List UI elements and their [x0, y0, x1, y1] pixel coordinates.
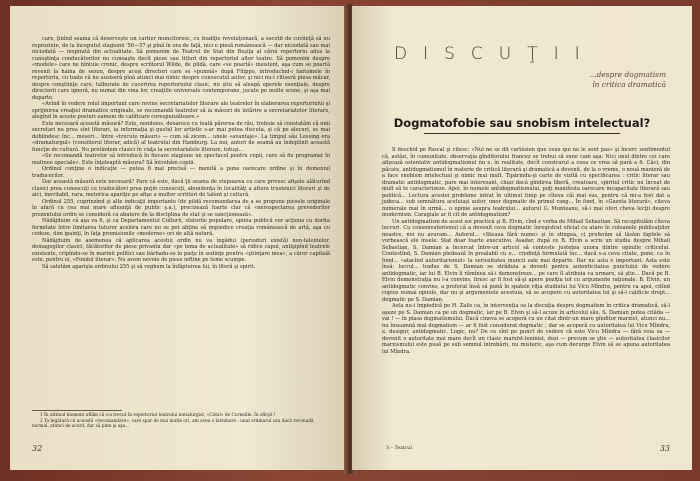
- footnote-rule: [32, 410, 122, 411]
- section-subtitle: [590, 70, 666, 90]
- footnotes: [32, 413, 330, 430]
- paragraph: Nădăjduim că aşa va fi, şi ca Departamentul Culturii, sfaturile populare, opinia publică vor acţiona cu dorita fermitate între limitarea tuturor acelora care nu se pot abţine să impiedice creaţia românească de artă, aşa cu cedeze, dim ipainţi, în faţa promisiunile «moderne» ori de altă natură.: [32, 218, 330, 237]
- subtitle-line: ...despre dogmatism: [589, 70, 666, 79]
- footnote: 2 Ta legătură cu această «recomandare», care spar de mai multe ori, am avea o întrebare : unul ordinarul sau dacă reconadă normal, atunci de acord, dar să pinn şi aşa...: [32, 418, 314, 430]
- paragraph: Un antidogmatism de acest soi practică şi B. Elvin, cînd e vorba de Mihail Sebastian. Să recapitulăm cîteva lucruri. Cu consenvatorismul că a devenit ceva dogmatic înregistrat oficial cu atare în coloanele publicaţiilor noastre, noi nu avuram... Autorul... «Steaua fără nume» şi în stingea, ci preferăm să lăsăm faptele să vorbească ele însele. Stat doar foarte executive. Asadar, după ce B. Elvin a scris un studiu despre Mihail Sebastian, S. Damian a încercat între-un articol să conteste justeţea unora dintre opiniile criticului. Contestînd, S. Damian pledează în prealabil cu o... credinţă formulată înc... dacă s-a ceva citate, pune, ca în fond... «atacînd autoritarismul» la seriozitatea muncii sale mai departe. Dar nu asta e important. Asta este însă: lucrul... tradus de S. Damian se străduia a dovedi pentru autenticitatea punctului de vedere antidogmatic, iar lui B. Elvin îi rămînea să-i demonstreze... pe care îl atribuia ca urmare, să ştie... Dacă pe B. Elvin demonstraţia nu l-a convins, firesc ar fi fost să-şi apere poziţia tot cu argumente raţionale. B. Elvin, un antidogmatic convins, a preferat însă să pună în spatele riţia studiului lui Vicu Mîndra, pentru ca apoi, citînd copios numai opinile, dar nu şi argumentele acestuia, să se acopere cu autoritatea lui şi să-l calificie drept... dogmatic pe S. Damian.: [382, 218, 670, 303]
- paragraph: care, ţinînd seama că deservește un cartier muncitoresc, cu tradiţie revoluţionară, a socotit de cuviinţă să nu reprezinte, de la începutul stagiunii '56—57 şi pînă în ora de faţă, nici o piesă românească — dar niciodată sau mai niciodată — inspirată din actualitate. Să pomenim de Teatrul de Stat din Reşiţa al cărui repertoriu adus la cunoştinţa conducătorilor nu cunoaşte decît piese sau titluri din repertoriul altor teatre. Să pomenim despre «modele» care ne bîntuie cronic, despre scriitorul Wilde, de pildă, care «se poartă» insistent, aşa cum se poartă revenit la haina de sezon, despre aceşi directori care se «pumnă» după Filippo, introducînd-i fantomele în repertoriu, cu toate că nu ausiseră pînă atunci mai nimic despre cunoscutul autor, şi nici nu-i citiseră piesa măcar, despre conştiinţe care, talburate de cucerirea repertoriului clasic, nu ştiu să aleagă operele esenţiale, despre directorii care ignoră, nu numai din vina lor, creaţiile universale contemporane, jucate pe multe scene, şi aşa mai departe.: [32, 36, 331, 101]
- paragraph: «Avînd în vedere rolul important care revine secretariatelor literare ale teatrelor în elaborarea repertoriului şi sprijinirea creaţiei dramatice originale, se recomandă teatrelor să ia măsuri de întărire a secretariatelor literare, alegînd în aceste posturi oameni de calificare corespunzătoare.»: [32, 101, 330, 120]
- subtitle-line: în critica dramatică: [592, 80, 666, 89]
- page-number-left: 32: [32, 444, 43, 453]
- signature-mark: 3 – Teatrul: [386, 446, 412, 451]
- title-underline: [424, 133, 620, 134]
- paragraph: Nădăjduim de asemenea că aplicarea acestui ordin nu va îngădui (perioduri există) non-talentelor, demagogilor clasici, făcătorilor de piese privantu dar «pe tema de actualitate» să ridice capul, antişipînd teatrele existente, cripîndu-se în marinii politici sau bărbadu-se în pieţe în sedinţe pentru «ştiinţare mea», a căror capitală este, pentru ei, «Fondul literar». Nu avem nevoie de piese ieftine pe teme scumpe.: [32, 237, 330, 263]
- article-title: Dogmatofobie sau snobism intelectual?: [393, 116, 651, 130]
- section-title: DISCUŢII: [394, 44, 596, 64]
- paragraph: Să salutăm aparişia ordinului 255 şi să veghem la înfăptuirea lui, în literă şi spirit.: [42, 263, 256, 270]
- right-body-text: [382, 147, 670, 355]
- right-page: [352, 6, 692, 470]
- paragraph: Dar această măsură este necesară? Pare că este, dacă ţii seama de stupoarea cu care privesc afişele alăturînd clasici prea cunoscuţi cu traducători prea puţin cunoscuţi, abundenţa în localităţi a altora trustenici literari şi de aici, inevitabil, rara, metorica apariţie pe afişe a multor scriitori de talent şi cultură.: [32, 179, 330, 198]
- paragraph: «Se recomandă teatrelor să introducă în fiecare stagiune un spectacol pentru copii, care să fie programat în matinee speciale». Este înţeleaptă măsura? Să întrebăm copiii.: [32, 153, 330, 166]
- paragraph: Ordinul 255, cuprinzînd şi alte indicaţii importante (de pildă recomandarea de a se propune piesele originale în afară cu cea mai mare afluenţă de public ş.a.), precizează foarte clar că «nerespectarea prevederilor prezentului ordin se consideră ca abatere de la disciplina de stat şi se sancţionează».: [32, 198, 330, 218]
- left-body-text: [32, 36, 330, 270]
- footnote: 1 În ultimul moment aflăm că s-a trecut în repertoriul teatrului metalurgist, «Cidul» de Corneille. În sfîrşit !: [40, 413, 276, 418]
- paragraph: Ordinul conţine o indicaţie — putea fi mai precisă — menită a pune oarecare ordine şi în domeniul traducerilor.: [32, 166, 330, 179]
- left-page: [10, 6, 348, 470]
- paragraph: Il deschid pe Pascal şi citesc: «Nul ne se dit cartésien que ceux qui ne le sont pas» şi încerc sentimentul că, astăzi, în comunitate, observaţia gînditorului francez se trebui să sune cam aşa: Nici unul dintre cei care afişează ostentativ antidogmatismul nu e, în realitate, decît constrarul a ceea ce vrea să pară a fi. Căci, din păcate, antidogmatismul în materie de critică literară şi dramatică a devenit, de la o vreme, o nouă manieră de a face snobism intelectual şi nimic mai mult. Tipărindu-şi carte de vizită cu specificarea : critic literar sau dramatic antidogmatic, pare mai interesant, chiar dacă gîndirea liberă, creatoare, spiritul critic nu înceat de mult să te caracterizeze. Apoi, în numele antidogmatismului, poţi manifesta oarecare incapacitate literară sau politică... Lectura acestei probleme intrat în ultimul timp pe cîteva căi mai sus, pentru că mi-a fost dat a judeca... sub semnătura aceluiaşi autor, unor dogmatic de primul rang... În fond, în «Gazeta literară», citeva numerale mai în urmă... o opinie asupra teatrului... autorul G. Munteanu, să-i mai oferi cheva lecţii despre modernism. Caragiale ar fi cit de antidogmatism?: [382, 147, 670, 218]
- paragraph: Asta nu-i împiedică pe H. Zalis ca, în intervenţia sa la discuţia despre dogmatism în critica dramatică, să-l aşeze pe S. Damian ca pe un dogmatic, iar pe B. Elvin şi să-l acuze în articolul său. S. Damian putea cităda — vai ! — în plasa dogmatismului. Dacă cineva se acoperă cu un citat dintr-un mare gînditor marxist, atunci nu... nu înseamnă mai dogmatism — ar fi fost considerat dogmatic ; dar se acoperă cu autoritatea lui Vicu Mîndra, e, desigur, antidogmatic. Logic, nu? De ce sînt pe punct de vedere că este Vicu Mîndra — fără voia sa — devenit o autoritate mai mare decît un clasic marxist-leninist, dezi — precum se ştie — autoritatea clasicilor marxismului este pusă pe sub semnul întrebării, nu misteric, aşa cum decurge Elvin să se apuna autoritatea lui Mîndra.: [382, 303, 670, 355]
- paragraph: Este necesară această măsură? Este, nendoios, deoarece cu toată părerea de rău, trebuie să constatăm că unii secretari nu prea sînt literari, ia informaţia şi gustul lor artistic s-ar mai putea discuta, şi că pe alocuri, se mai doblindesc înc... meseri... între «trecute măsuri» — cum să zicem... unele «avantaje». La timpul său Lessing era «dramaturgul» (consilierul literar, adică) al teatrului din Hamburg. La noi, autori de seamă au îndeplinit această funcţie de cultură. Nu pretindem clasici în viaţa la secretariatele literare, totuşi...: [32, 120, 330, 153]
- page-number-right: 33: [659, 444, 670, 453]
